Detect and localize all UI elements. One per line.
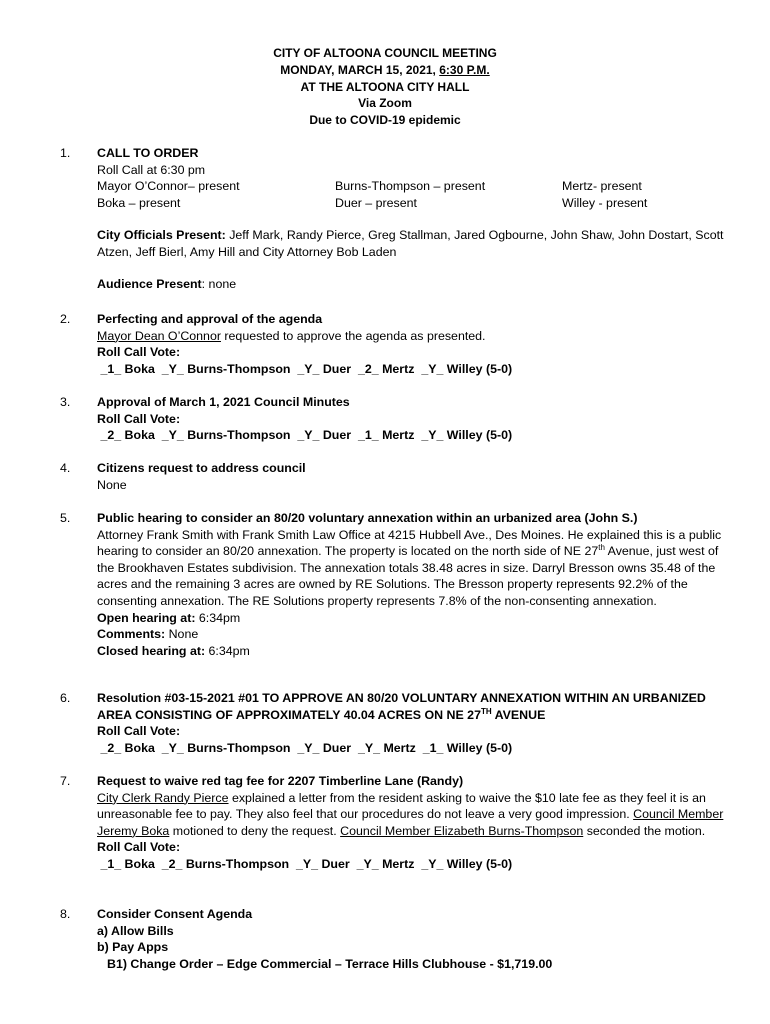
roll-call-vote: _1_ Boka _2_ Burns-Thompson _Y_ Duer _Y_ Mertz _Y_ Willey (5-0)	[97, 856, 513, 871]
attendance-grid	[97, 178, 737, 211]
audience-label: Audience Present	[97, 277, 202, 292]
item-number: 6.	[60, 691, 71, 705]
sub-item-b1: B1) Change Order – Edge Commercial – Terrace Hills Clubhouse - $1,719.00	[107, 956, 553, 971]
roll-call-vote: _2_ Boka _Y_ Burns-Thompson _Y_ Duer _1_ Mertz _Y_ Willey (5-0)	[97, 428, 513, 443]
item-title: Approval of March 1, 2021 Council Minutes	[97, 395, 350, 409]
title-part: AVENUE	[491, 707, 546, 722]
comments-label: Comments:	[97, 627, 166, 642]
city-officials	[97, 227, 737, 260]
title-part: Resolution #03-15-2021 #01 TO APPROVE AN 80/20 VOLUNTARY ANNEXATION WITHIN AN URBANIZED AREA CONSISTING OF APPROXIMATELY 40.04 ACRES ON NE 27	[97, 691, 706, 722]
item-number: 2.	[60, 312, 71, 326]
item-number: 8.	[60, 907, 71, 921]
item-text	[97, 328, 737, 345]
header-location: AT THE ALTOONA CITY HALL	[300, 79, 470, 94]
description-part: explained a letter from the resident asking to waive the $10 late fee as they feel it is an unreasonable fee to pay. They also feel that our procedures do not leave a very good impression.	[97, 790, 706, 822]
sub-item-b: b) Pay Apps	[97, 940, 169, 955]
roll-call-label: Roll Call Vote:	[97, 345, 181, 360]
header-reason: Due to COVID-19 epidemic	[309, 113, 461, 128]
item-description: requested to approve the agenda as presented.	[220, 328, 486, 343]
superscript: TH	[480, 706, 492, 716]
roll-call-label: Roll Call Vote:	[97, 411, 181, 426]
attendance-entry: Duer – present	[335, 195, 417, 210]
roll-call-vote: _1_ Boka _Y_ Burns-Thompson _Y_ Duer _2_ Mertz _Y_ Willey (5-0)	[97, 361, 513, 376]
item-title: Consider Consent Agenda	[97, 907, 253, 921]
attendance-entry: Burns-Thompson – present	[335, 179, 486, 194]
attendance-entry: Willey - present	[562, 195, 648, 210]
item-title: Public hearing to consider an 80/20 voluntary annexation within an urbanized area (John S.)	[97, 511, 638, 525]
header-time: 6:30 P.M.	[439, 62, 490, 77]
item-title: Request to waive red tag fee for 2207 Timberline Lane (Randy)	[97, 774, 464, 788]
audience-present	[97, 276, 737, 293]
closed-hearing	[97, 643, 737, 660]
header-date-text: MONDAY, MARCH 15, 2021,	[280, 62, 440, 77]
member-name: Council Member Elizabeth Burns-Thompson	[340, 823, 584, 838]
item-title: CALL TO ORDER	[97, 146, 199, 160]
comments-value: None	[165, 627, 199, 642]
attendance-entry: Mertz- present	[562, 179, 642, 194]
item-title: Perfecting and approval of the agenda	[97, 312, 323, 326]
open-hearing-label: Open hearing at:	[97, 610, 196, 625]
header-title: CITY OF ALTOONA COUNCIL MEETING	[273, 46, 497, 60]
item-description	[97, 790, 737, 840]
item-title	[97, 690, 737, 723]
roll-call-label: Roll Call Vote:	[97, 840, 181, 855]
item-number: 4.	[60, 461, 71, 475]
item-number: 7.	[60, 774, 71, 788]
superscript: th	[598, 543, 605, 553]
clerk-name: City Clerk Randy Pierce	[97, 790, 229, 805]
sub-item-a: a) Allow Bills	[97, 923, 174, 938]
roll-call-label: Roll Call Vote:	[97, 724, 181, 739]
item-description	[97, 527, 737, 610]
item-title: Citizens request to address council	[97, 461, 306, 475]
open-hearing-value: 6:34pm	[195, 610, 241, 625]
item-number: 3.	[60, 395, 71, 409]
header-venue: Via Zoom	[358, 96, 412, 111]
mayor-name: Mayor Dean O’Connor	[97, 328, 221, 343]
comments	[97, 626, 737, 643]
attendance-entry: Boka – present	[97, 195, 181, 210]
document-header	[0, 45, 770, 129]
item-number: 5.	[60, 511, 71, 525]
closed-hearing-value: 6:34pm	[205, 643, 250, 658]
attendance-entry: Mayor O’Connor– present	[97, 179, 240, 194]
description-part: Attorney Frank Smith with Frank Smith Law Office at 4215 Hubbell Ave., Des Moines. He explained this is a public hearing to consider an 80/20 annexation. The property is located on the north side of NE 27	[97, 527, 722, 559]
item-number: 1.	[60, 146, 71, 160]
header-date	[0, 62, 770, 79]
item-text: None	[97, 477, 127, 492]
open-hearing	[97, 610, 737, 627]
description-part: motioned to deny the request.	[169, 823, 341, 838]
officials-label: City Officials Present:	[97, 228, 226, 243]
closed-hearing-label: Closed hearing at:	[97, 643, 206, 658]
audience-value: : none	[201, 277, 237, 292]
description-part: Avenue, just west of the Brookhaven Estates subdivision. The annexation totals 38.48 acres in size. Darryl Bresson owns 35.48 of the acres and the remaining 3 acres are owned by RE Solutions. The Bresson property represents 92.2% of the consenting annexation. The RE Solutions property represents 7.8% of the non-consenting annexation.	[97, 544, 719, 608]
roll-call-time: Roll Call at 6:30 pm	[97, 162, 206, 177]
description-part: seconded the motion.	[583, 823, 706, 838]
officials-list: Jeff Mark, Randy Pierce, Greg Stallman, Jared Ogbourne, John Shaw, John Dostart, Scott Atzen, Jeff Bierl, Amy Hill and City Attorney Bob Laden	[97, 228, 724, 259]
member-name: Council Member Jeremy Boka	[97, 807, 724, 838]
roll-call-vote: _2_ Boka _Y_ Burns-Thompson _Y_ Duer _Y_ Mertz _1_ Willey (5-0)	[97, 740, 513, 755]
